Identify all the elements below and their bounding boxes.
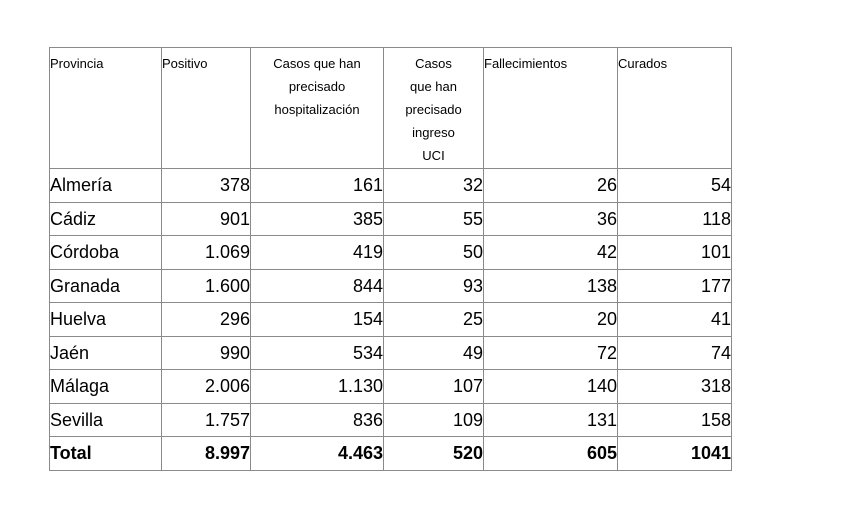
table-row bbox=[50, 370, 732, 404]
cell-fallecimientos: 131 bbox=[484, 403, 618, 437]
total-uci: 520 bbox=[384, 437, 484, 471]
cell-uci: 32 bbox=[384, 169, 484, 203]
cell-curados: 118 bbox=[618, 202, 732, 236]
cell-provincia: Huelva bbox=[50, 303, 162, 337]
cell-positivo: 1.600 bbox=[162, 269, 251, 303]
cell-uci: 109 bbox=[384, 403, 484, 437]
header-hospitalizacion: Casos que han precisado hospitalización bbox=[251, 48, 384, 169]
cell-hospitalizacion: 161 bbox=[251, 169, 384, 203]
cell-fallecimientos: 138 bbox=[484, 269, 618, 303]
cell-hospitalizacion: 419 bbox=[251, 236, 384, 270]
header-provincia: Provincia bbox=[50, 48, 162, 169]
table-row bbox=[50, 236, 732, 270]
header-row bbox=[50, 48, 732, 169]
total-row bbox=[50, 437, 732, 471]
cell-positivo: 901 bbox=[162, 202, 251, 236]
total-label: Total bbox=[50, 437, 162, 471]
cell-curados: 41 bbox=[618, 303, 732, 337]
cell-provincia: Granada bbox=[50, 269, 162, 303]
header-uci: Casos que han precisado ingreso UCI bbox=[384, 48, 484, 169]
cell-curados: 101 bbox=[618, 236, 732, 270]
header-fallecimientos: Fallecimientos bbox=[484, 48, 618, 169]
total-positivo: 8.997 bbox=[162, 437, 251, 471]
cell-hospitalizacion: 154 bbox=[251, 303, 384, 337]
total-hospitalizacion: 4.463 bbox=[251, 437, 384, 471]
cell-fallecimientos: 42 bbox=[484, 236, 618, 270]
cell-provincia: Jaén bbox=[50, 336, 162, 370]
cell-curados: 318 bbox=[618, 370, 732, 404]
cell-fallecimientos: 20 bbox=[484, 303, 618, 337]
table-row bbox=[50, 169, 732, 203]
cell-uci: 107 bbox=[384, 370, 484, 404]
cell-hospitalizacion: 1.130 bbox=[251, 370, 384, 404]
cell-fallecimientos: 140 bbox=[484, 370, 618, 404]
cell-uci: 25 bbox=[384, 303, 484, 337]
cell-uci: 93 bbox=[384, 269, 484, 303]
cell-hospitalizacion: 836 bbox=[251, 403, 384, 437]
cell-curados: 158 bbox=[618, 403, 732, 437]
cell-uci: 49 bbox=[384, 336, 484, 370]
table-row bbox=[50, 336, 732, 370]
header-positivo: Positivo bbox=[162, 48, 251, 169]
cell-positivo: 378 bbox=[162, 169, 251, 203]
cell-provincia: Cádiz bbox=[50, 202, 162, 236]
cell-curados: 74 bbox=[618, 336, 732, 370]
cell-provincia: Almería bbox=[50, 169, 162, 203]
cell-hospitalizacion: 844 bbox=[251, 269, 384, 303]
total-fallecimientos: 605 bbox=[484, 437, 618, 471]
total-curados: 1041 bbox=[618, 437, 732, 471]
cell-provincia: Sevilla bbox=[50, 403, 162, 437]
covid-cases-table bbox=[49, 47, 732, 471]
header-curados: Curados bbox=[618, 48, 732, 169]
cell-positivo: 296 bbox=[162, 303, 251, 337]
cell-fallecimientos: 36 bbox=[484, 202, 618, 236]
cell-curados: 177 bbox=[618, 269, 732, 303]
cell-hospitalizacion: 385 bbox=[251, 202, 384, 236]
cell-provincia: Málaga bbox=[50, 370, 162, 404]
cell-hospitalizacion: 534 bbox=[251, 336, 384, 370]
cell-uci: 55 bbox=[384, 202, 484, 236]
cell-curados: 54 bbox=[618, 169, 732, 203]
cell-positivo: 1.757 bbox=[162, 403, 251, 437]
table-row bbox=[50, 202, 732, 236]
table-row bbox=[50, 303, 732, 337]
table-row bbox=[50, 269, 732, 303]
cell-positivo: 1.069 bbox=[162, 236, 251, 270]
table-row bbox=[50, 403, 732, 437]
cell-positivo: 990 bbox=[162, 336, 251, 370]
cell-provincia: Córdoba bbox=[50, 236, 162, 270]
cell-uci: 50 bbox=[384, 236, 484, 270]
cell-positivo: 2.006 bbox=[162, 370, 251, 404]
cell-fallecimientos: 72 bbox=[484, 336, 618, 370]
cell-fallecimientos: 26 bbox=[484, 169, 618, 203]
